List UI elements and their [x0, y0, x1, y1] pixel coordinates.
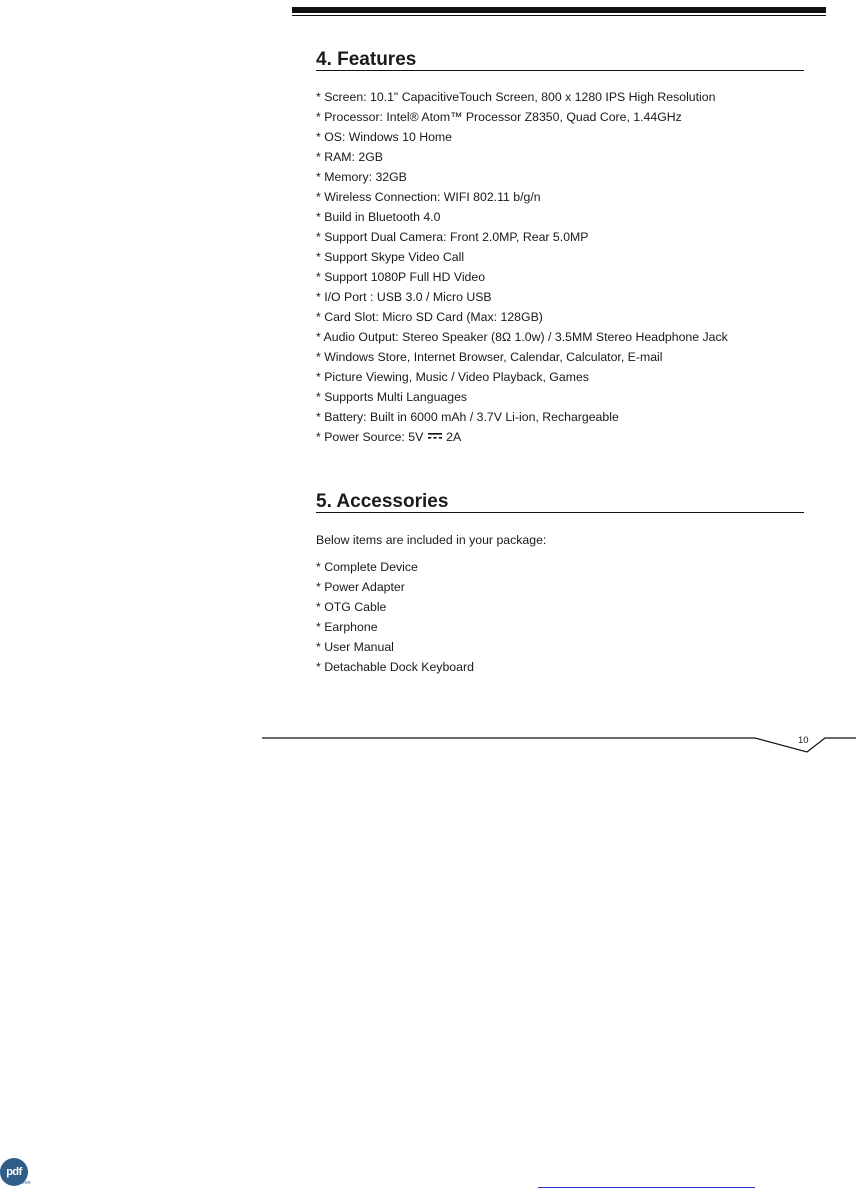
- list-item: * Memory: 32GB: [316, 170, 407, 184]
- list-item: * RAM: 2GB: [316, 150, 383, 164]
- list-item: * OS: Windows 10 Home: [316, 130, 452, 144]
- list-item: * Windows Store, Internet Browser, Calendar, Calculator, E-mail: [316, 350, 663, 364]
- list-item: * Audio Output: Stereo Speaker (8Ω 1.0w) / 3.5MM Stereo Headphone Jack: [316, 330, 728, 344]
- power-source-item: [316, 427, 728, 447]
- list-item: * OTG Cable: [316, 600, 387, 614]
- accessories-list: [316, 557, 474, 677]
- header-rule-thin: [292, 15, 826, 16]
- link-underline[interactable]: [538, 1187, 755, 1188]
- footer-rule: [0, 725, 858, 760]
- list-item: * Supports Multi Languages: [316, 390, 468, 404]
- list-item: * Screen: 10.1" CapacitiveTouch Screen, 800 x 1280 IPS High Resolution: [316, 90, 716, 104]
- list-item: * Card Slot: Micro SD Card (Max: 128GB): [316, 310, 543, 324]
- list-item: * Power Adapter: [316, 580, 405, 594]
- accessories-heading: 5. Accessories: [316, 492, 804, 513]
- pdf-logo-text: pdf: [6, 1166, 22, 1178]
- power-source-suffix: 2A: [446, 430, 462, 444]
- list-item: * Complete Device: [316, 560, 418, 574]
- list-item: * Earphone: [316, 620, 378, 634]
- list-item: * Support 1080P Full HD Video: [316, 270, 486, 284]
- list-item: * User Manual: [316, 640, 394, 654]
- list-item: * Battery: Built in 6000 mAh / 3.7V Li-ion, Rechargeable: [316, 410, 619, 424]
- list-item: * I/O Port : USB 3.0 / Micro USB: [316, 290, 492, 304]
- features-list: [316, 87, 728, 447]
- list-item: * Support Dual Camera: Front 2.0MP, Rear 5.0MP: [316, 230, 589, 244]
- header-rule-thick: [292, 7, 826, 13]
- accessories-intro: Below items are included in your package:: [316, 533, 547, 547]
- page-number: 10: [798, 735, 809, 746]
- list-item: * Processor: Intel® Atom™ Processor Z8350, Quad Core, 1.44GHz: [316, 110, 682, 124]
- list-item: * Detachable Dock Keyboard: [316, 660, 474, 674]
- list-item: * Build in Bluetooth 4.0: [316, 210, 441, 224]
- list-item: * Wireless Connection: WIFI 802.11 b/g/n: [316, 190, 541, 204]
- pdf-logo-subtext: free: [22, 1180, 31, 1186]
- features-heading: 4. Features: [316, 50, 804, 71]
- list-item: * Picture Viewing, Music / Video Playback, Games: [316, 370, 589, 384]
- power-source-prefix: * Power Source: 5V: [316, 430, 424, 444]
- list-item: * Support Skype Video Call: [316, 250, 465, 264]
- dc-current-icon: [428, 433, 442, 440]
